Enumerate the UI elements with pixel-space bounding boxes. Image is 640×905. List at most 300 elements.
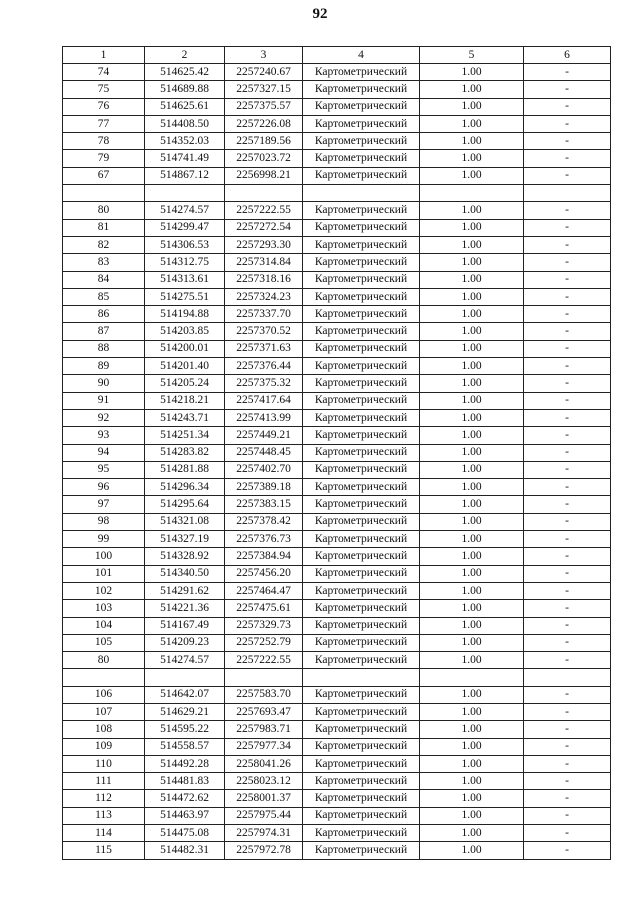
cell-point: 90 (63, 375, 145, 392)
cell-accuracy: 1.00 (420, 842, 524, 859)
table-row (63, 600, 611, 617)
table-row (63, 755, 611, 772)
table-row (63, 340, 611, 357)
table-row (63, 479, 611, 496)
cell-x: 514352.03 (145, 133, 225, 150)
cell-method: Картометрический (303, 427, 420, 444)
table-row (63, 565, 611, 582)
cell-description: - (524, 288, 611, 305)
cell-method: Картометрический (303, 254, 420, 271)
cell-x: 514194.88 (145, 306, 225, 323)
cell-y: 2257375.32 (225, 375, 303, 392)
cell-x: 514475.08 (145, 825, 225, 842)
cell-description: - (524, 444, 611, 461)
table-row (63, 392, 611, 409)
cell-y: 2258041.26 (225, 755, 303, 772)
table-row (63, 306, 611, 323)
empty-cell (420, 185, 524, 202)
cell-description: - (524, 271, 611, 288)
cell-y: 2257324.23 (225, 288, 303, 305)
table-row (63, 496, 611, 513)
table-row (63, 531, 611, 548)
cell-point: 105 (63, 634, 145, 651)
table-row (63, 703, 611, 720)
cell-x: 514306.53 (145, 236, 225, 253)
cell-method: Картометрический (303, 548, 420, 565)
cell-point: 92 (63, 409, 145, 426)
cell-description: - (524, 461, 611, 478)
cell-x: 514472.62 (145, 790, 225, 807)
cell-method: Картометрический (303, 392, 420, 409)
cell-x: 514312.75 (145, 254, 225, 271)
table-row (63, 807, 611, 824)
cell-method: Картометрический (303, 115, 420, 132)
cell-x: 514281.88 (145, 461, 225, 478)
cell-y: 2257023.72 (225, 150, 303, 167)
cell-method: Картометрический (303, 444, 420, 461)
cell-x: 514251.34 (145, 427, 225, 444)
cell-point: 111 (63, 773, 145, 790)
cell-y: 2257475.61 (225, 600, 303, 617)
cell-accuracy: 1.00 (420, 600, 524, 617)
cell-point: 97 (63, 496, 145, 513)
cell-point: 85 (63, 288, 145, 305)
cell-x: 514295.64 (145, 496, 225, 513)
cell-method: Картометрический (303, 81, 420, 98)
cell-method: Картометрический (303, 323, 420, 340)
cell-x: 514558.57 (145, 738, 225, 755)
cell-method: Картометрический (303, 703, 420, 720)
cell-y: 2257272.54 (225, 219, 303, 236)
empty-cell (524, 185, 611, 202)
cell-description: - (524, 582, 611, 599)
cell-accuracy: 1.00 (420, 825, 524, 842)
cell-point: 112 (63, 790, 145, 807)
cell-x: 514203.85 (145, 323, 225, 340)
cell-point: 109 (63, 738, 145, 755)
cell-accuracy: 1.00 (420, 790, 524, 807)
cell-description: - (524, 496, 611, 513)
table-row (63, 790, 611, 807)
empty-cell (63, 185, 145, 202)
cell-x: 514209.23 (145, 634, 225, 651)
cell-point: 75 (63, 81, 145, 98)
table-row (63, 202, 611, 219)
header-col-method: 4 (303, 47, 420, 64)
cell-method: Картометрический (303, 738, 420, 755)
cell-method: Картометрический (303, 219, 420, 236)
cell-accuracy: 1.00 (420, 236, 524, 253)
cell-description: - (524, 531, 611, 548)
cell-description: - (524, 236, 611, 253)
cell-y: 2257375.57 (225, 98, 303, 115)
cell-x: 514741.49 (145, 150, 225, 167)
page-number: 92 (312, 6, 328, 22)
cell-x: 514283.82 (145, 444, 225, 461)
cell-accuracy: 1.00 (420, 755, 524, 772)
cell-x: 514340.50 (145, 565, 225, 582)
cell-point: 80 (63, 652, 145, 669)
cell-y: 2257327.15 (225, 81, 303, 98)
cell-accuracy: 1.00 (420, 444, 524, 461)
cell-y: 2257222.55 (225, 202, 303, 219)
cell-y: 2257370.52 (225, 323, 303, 340)
cell-description: - (524, 479, 611, 496)
table-row (63, 617, 611, 634)
cell-y: 2257376.44 (225, 358, 303, 375)
table-row (63, 409, 611, 426)
cell-point: 104 (63, 617, 145, 634)
cell-point: 98 (63, 513, 145, 530)
cell-description: - (524, 427, 611, 444)
cell-x: 514463.97 (145, 807, 225, 824)
cell-x: 514321.08 (145, 513, 225, 530)
cell-accuracy: 1.00 (420, 531, 524, 548)
cell-accuracy: 1.00 (420, 81, 524, 98)
cell-point: 78 (63, 133, 145, 150)
cell-x: 514218.21 (145, 392, 225, 409)
cell-description: - (524, 773, 611, 790)
cell-accuracy: 1.00 (420, 461, 524, 478)
cell-x: 514299.47 (145, 219, 225, 236)
cell-point: 100 (63, 548, 145, 565)
cell-method: Картометрический (303, 825, 420, 842)
cell-y: 2257378.42 (225, 513, 303, 530)
cell-method: Картометрический (303, 340, 420, 357)
cell-y: 2257402.70 (225, 461, 303, 478)
cell-x: 514327.19 (145, 531, 225, 548)
cell-x: 514201.40 (145, 358, 225, 375)
cell-accuracy: 1.00 (420, 565, 524, 582)
cell-point: 86 (63, 306, 145, 323)
cell-y: 2257318.16 (225, 271, 303, 288)
cell-x: 514492.28 (145, 755, 225, 772)
cell-method: Картометрический (303, 513, 420, 530)
cell-point: 113 (63, 807, 145, 824)
cell-y: 2258023.12 (225, 773, 303, 790)
cell-method: Картометрический (303, 773, 420, 790)
cell-method: Картометрический (303, 721, 420, 738)
cell-x: 514313.61 (145, 271, 225, 288)
empty-cell (524, 669, 611, 686)
cell-description: - (524, 358, 611, 375)
cell-y: 2257252.79 (225, 634, 303, 651)
table-row (63, 236, 611, 253)
header-row (63, 47, 611, 64)
table-row (63, 444, 611, 461)
cell-method: Картометрический (303, 582, 420, 599)
cell-x: 514481.83 (145, 773, 225, 790)
cell-x: 514200.01 (145, 340, 225, 357)
cell-description: - (524, 81, 611, 98)
cell-method: Картометрический (303, 600, 420, 617)
cell-point: 114 (63, 825, 145, 842)
cell-description: - (524, 306, 611, 323)
cell-accuracy: 1.00 (420, 98, 524, 115)
table-row (63, 358, 611, 375)
cell-point: 103 (63, 600, 145, 617)
cell-x: 514867.12 (145, 167, 225, 184)
cell-accuracy: 1.00 (420, 773, 524, 790)
cell-description: - (524, 548, 611, 565)
cell-point: 84 (63, 271, 145, 288)
cell-y: 2257376.73 (225, 531, 303, 548)
cell-point: 81 (63, 219, 145, 236)
cell-accuracy: 1.00 (420, 807, 524, 824)
table-row (63, 773, 611, 790)
cell-point: 77 (63, 115, 145, 132)
cell-method: Картометрический (303, 271, 420, 288)
header-col-point: 1 (63, 47, 145, 64)
cell-accuracy: 1.00 (420, 703, 524, 720)
cell-x: 514625.61 (145, 98, 225, 115)
cell-accuracy: 1.00 (420, 721, 524, 738)
cell-description: - (524, 219, 611, 236)
cell-y: 2258001.37 (225, 790, 303, 807)
cell-y: 2257974.31 (225, 825, 303, 842)
cell-description: - (524, 133, 611, 150)
table-row (63, 842, 611, 859)
cell-y: 2256998.21 (225, 167, 303, 184)
table-row (63, 825, 611, 842)
cell-point: 94 (63, 444, 145, 461)
cell-point: 74 (63, 64, 145, 81)
cell-accuracy: 1.00 (420, 133, 524, 150)
coordinates-table (62, 46, 611, 860)
cell-method: Картометрический (303, 531, 420, 548)
cell-accuracy: 1.00 (420, 617, 524, 634)
cell-description: - (524, 686, 611, 703)
cell-x: 514689.88 (145, 81, 225, 98)
cell-point: 115 (63, 842, 145, 859)
empty-cell (303, 185, 420, 202)
cell-point: 79 (63, 150, 145, 167)
cell-accuracy: 1.00 (420, 686, 524, 703)
cell-method: Картометрический (303, 634, 420, 651)
table-row (63, 288, 611, 305)
empty-cell (420, 669, 524, 686)
cell-description: - (524, 842, 611, 859)
cell-point: 89 (63, 358, 145, 375)
cell-description: - (524, 634, 611, 651)
table-row (63, 115, 611, 132)
cell-description: - (524, 721, 611, 738)
cell-x: 514274.57 (145, 652, 225, 669)
cell-method: Картометрический (303, 807, 420, 824)
table-row (63, 461, 611, 478)
cell-method: Картометрический (303, 755, 420, 772)
cell-method: Картометрический (303, 617, 420, 634)
cell-y: 2257583.70 (225, 686, 303, 703)
cell-accuracy: 1.00 (420, 513, 524, 530)
cell-description: - (524, 565, 611, 582)
cell-point: 110 (63, 755, 145, 772)
cell-point: 83 (63, 254, 145, 271)
cell-y: 2257383.15 (225, 496, 303, 513)
cell-accuracy: 1.00 (420, 375, 524, 392)
cell-point: 108 (63, 721, 145, 738)
table-row (63, 167, 611, 184)
cell-point: 107 (63, 703, 145, 720)
cell-accuracy: 1.00 (420, 288, 524, 305)
table-row (63, 64, 611, 81)
cell-point: 99 (63, 531, 145, 548)
cell-accuracy: 1.00 (420, 409, 524, 426)
cell-description: - (524, 738, 611, 755)
header-col-accuracy: 5 (420, 47, 524, 64)
cell-y: 2257240.67 (225, 64, 303, 81)
empty-cell (145, 669, 225, 686)
cell-description: - (524, 409, 611, 426)
cell-point: 106 (63, 686, 145, 703)
cell-description: - (524, 392, 611, 409)
cell-description: - (524, 167, 611, 184)
table-row (63, 254, 611, 271)
cell-method: Картометрический (303, 686, 420, 703)
cell-method: Картометрический (303, 202, 420, 219)
cell-method: Картометрический (303, 375, 420, 392)
header-col-x: 2 (145, 47, 225, 64)
cell-method: Картометрический (303, 133, 420, 150)
cell-accuracy: 1.00 (420, 306, 524, 323)
cell-y: 2257975.44 (225, 807, 303, 824)
spacer-row (63, 669, 611, 686)
cell-x: 514274.57 (145, 202, 225, 219)
cell-point: 67 (63, 167, 145, 184)
cell-y: 2257448.45 (225, 444, 303, 461)
cell-method: Картометрический (303, 64, 420, 81)
cell-y: 2257293.30 (225, 236, 303, 253)
cell-accuracy: 1.00 (420, 427, 524, 444)
empty-cell (303, 669, 420, 686)
cell-accuracy: 1.00 (420, 150, 524, 167)
cell-description: - (524, 755, 611, 772)
cell-accuracy: 1.00 (420, 115, 524, 132)
cell-description: - (524, 64, 611, 81)
table-row (63, 98, 611, 115)
table-row (63, 271, 611, 288)
spacer-row (63, 185, 611, 202)
cell-method: Картометрический (303, 358, 420, 375)
cell-y: 2257449.21 (225, 427, 303, 444)
cell-x: 514642.07 (145, 686, 225, 703)
cell-method: Картометрический (303, 842, 420, 859)
cell-description: - (524, 323, 611, 340)
cell-description: - (524, 513, 611, 530)
table-row (63, 738, 611, 755)
cell-accuracy: 1.00 (420, 358, 524, 375)
cell-method: Картометрический (303, 790, 420, 807)
cell-x: 514595.22 (145, 721, 225, 738)
cell-point: 80 (63, 202, 145, 219)
table-header (63, 47, 611, 64)
empty-cell (63, 669, 145, 686)
cell-method: Картометрический (303, 150, 420, 167)
cell-description: - (524, 807, 611, 824)
cell-y: 2257693.47 (225, 703, 303, 720)
cell-accuracy: 1.00 (420, 582, 524, 599)
cell-accuracy: 1.00 (420, 392, 524, 409)
cell-y: 2257384.94 (225, 548, 303, 565)
cell-description: - (524, 98, 611, 115)
table-row (63, 721, 611, 738)
cell-y: 2257456.20 (225, 565, 303, 582)
table-row (63, 686, 611, 703)
cell-description: - (524, 254, 611, 271)
cell-point: 101 (63, 565, 145, 582)
table-row (63, 548, 611, 565)
cell-y: 2257371.63 (225, 340, 303, 357)
cell-y: 2257464.47 (225, 582, 303, 599)
cell-description: - (524, 652, 611, 669)
table-row (63, 375, 611, 392)
cell-method: Картометрический (303, 496, 420, 513)
cell-accuracy: 1.00 (420, 219, 524, 236)
cell-method: Картометрический (303, 479, 420, 496)
cell-accuracy: 1.00 (420, 271, 524, 288)
cell-method: Картометрический (303, 461, 420, 478)
cell-method: Картометрический (303, 565, 420, 582)
cell-x: 514243.71 (145, 409, 225, 426)
table-row (63, 427, 611, 444)
cell-point: 87 (63, 323, 145, 340)
cell-accuracy: 1.00 (420, 479, 524, 496)
empty-cell (145, 185, 225, 202)
cell-accuracy: 1.00 (420, 634, 524, 651)
cell-x: 514296.34 (145, 479, 225, 496)
cell-description: - (524, 790, 611, 807)
cell-y: 2257189.56 (225, 133, 303, 150)
table-row (63, 81, 611, 98)
cell-description: - (524, 617, 611, 634)
cell-x: 514328.92 (145, 548, 225, 565)
cell-x: 514291.62 (145, 582, 225, 599)
cell-point: 96 (63, 479, 145, 496)
table-row (63, 634, 611, 651)
cell-accuracy: 1.00 (420, 167, 524, 184)
cell-y: 2257329.73 (225, 617, 303, 634)
cell-x: 514275.51 (145, 288, 225, 305)
cell-accuracy: 1.00 (420, 323, 524, 340)
cell-accuracy: 1.00 (420, 496, 524, 513)
table-body (63, 64, 611, 860)
cell-description: - (524, 115, 611, 132)
table-row (63, 652, 611, 669)
cell-y: 2257417.64 (225, 392, 303, 409)
cell-point: 95 (63, 461, 145, 478)
table-row (63, 513, 611, 530)
cell-y: 2257314.84 (225, 254, 303, 271)
table-row (63, 323, 611, 340)
cell-point: 102 (63, 582, 145, 599)
cell-point: 76 (63, 98, 145, 115)
cell-y: 2257983.71 (225, 721, 303, 738)
table-row (63, 582, 611, 599)
table-row (63, 150, 611, 167)
cell-point: 91 (63, 392, 145, 409)
cell-method: Картометрический (303, 652, 420, 669)
cell-y: 2257977.34 (225, 738, 303, 755)
cell-description: - (524, 340, 611, 357)
cell-description: - (524, 825, 611, 842)
cell-x: 514205.24 (145, 375, 225, 392)
cell-description: - (524, 375, 611, 392)
cell-method: Картометрический (303, 236, 420, 253)
cell-method: Картометрический (303, 288, 420, 305)
cell-accuracy: 1.00 (420, 738, 524, 755)
cell-method: Картометрический (303, 306, 420, 323)
cell-accuracy: 1.00 (420, 548, 524, 565)
